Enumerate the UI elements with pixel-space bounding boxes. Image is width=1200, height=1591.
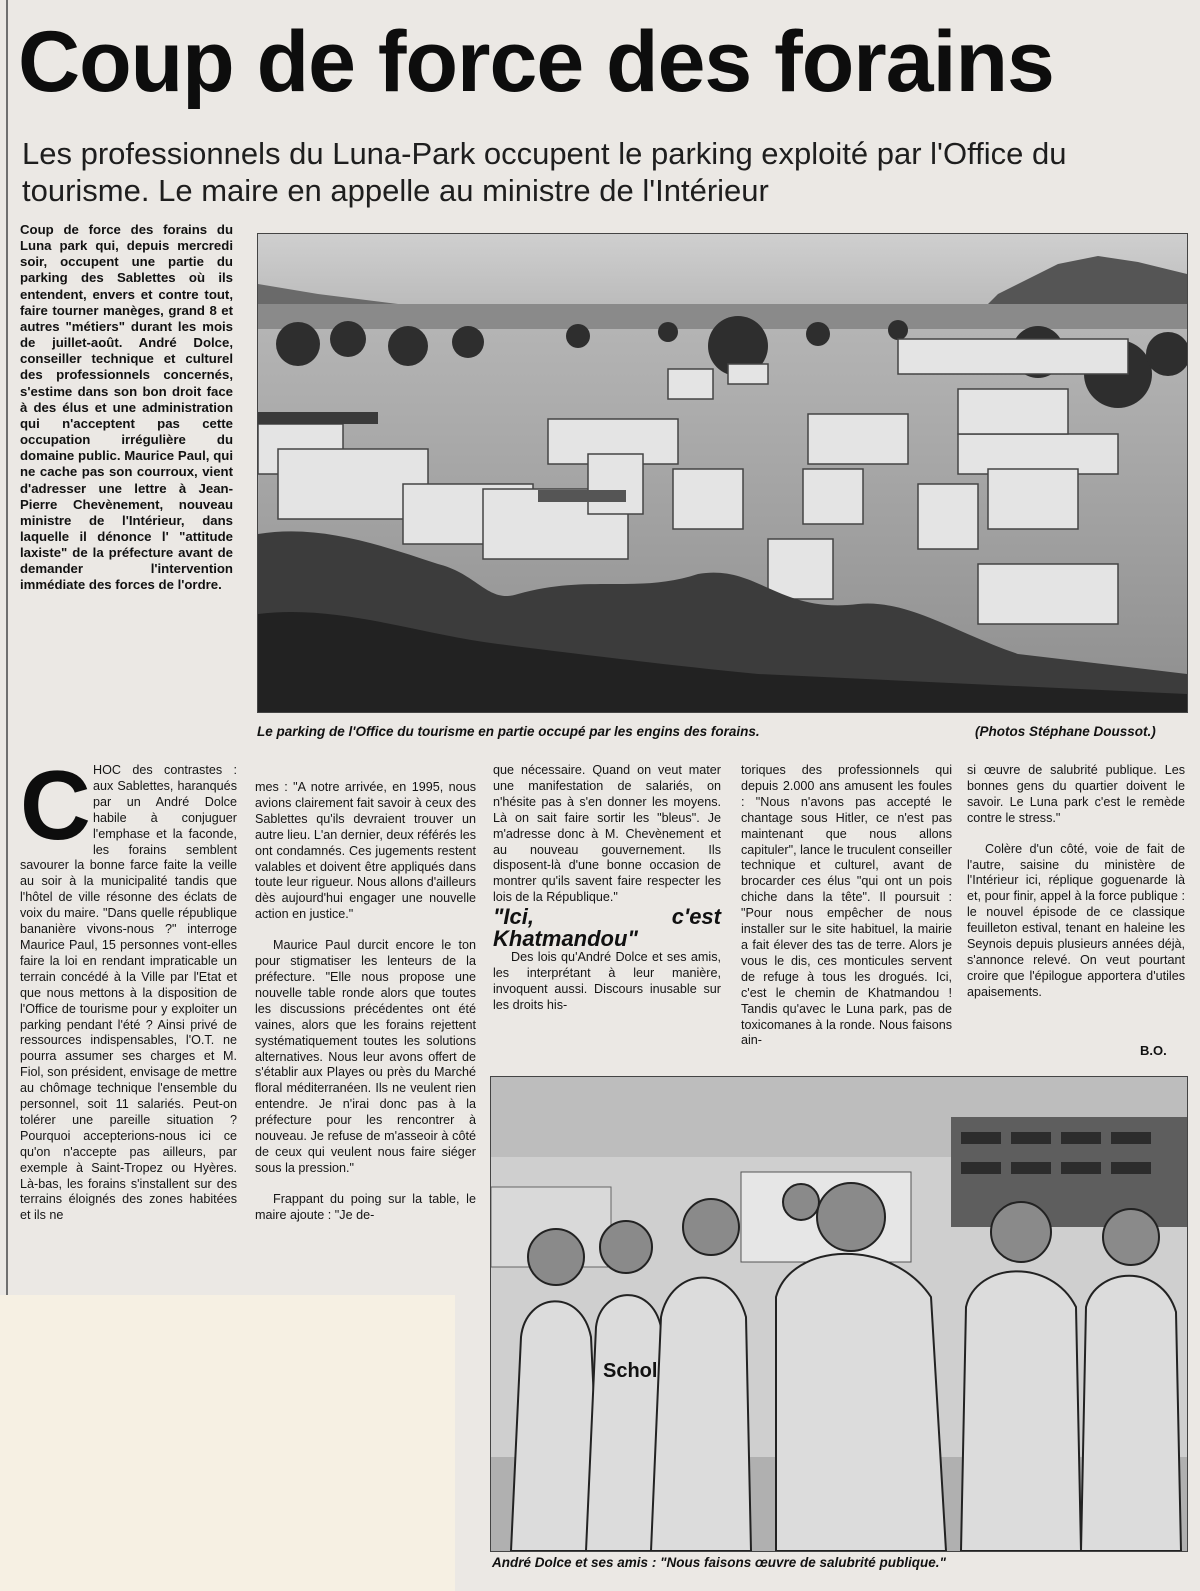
shirt-lettering: Schol: [603, 1360, 658, 1382]
photo-credit: (Photos Stéphane Doussot.): [975, 724, 1156, 739]
body-column-3: [493, 763, 721, 1014]
group-photo: [490, 1076, 1188, 1552]
lead-paragraph: Coup de force des forains du Luna park qui, depuis mercredi soir, occupent une partie du parking des Sablettes où ils entendent, envers et contre tout, faire tourner manèges, grand 8 et autres "métiers" durant les mois de juillet-août. André Dolce, conseiller technique et culturel des professionnels concernés, s'estime dans son bon droit face à des élus et une administration qui n'acceptent pas cette occupation irrégulière du domaine public. Maurice Paul, qui ne cache pas son courroux, vient d'adresser une lettre à Jean-Pierre Chevènement, nouveau ministre de l'Intérieur, dans laquelle il dénonce l' "attitude laxiste" de la préfecture avant de demander l'intervention immédiate des forces de l'ordre.: [20, 222, 233, 593]
body-column-4: [741, 763, 952, 1049]
subheadline: Les professionnels du Luna-Park occupent le parking exploité par l'Office du tourisme. Le maire en appelle au ministre de l'Intérieur: [22, 136, 1067, 208]
section-subtitle: "Ici, c'est Khatmandou": [493, 904, 721, 952]
drop-cap: C: [20, 763, 91, 860]
body-column-5-paragraph-1: si œuvre de salubrité publique. Les bonnes gens du quartier doivent le savoir. Le Luna park c'est le remède contre le stress.": [967, 763, 1185, 825]
body-column-1-text: HOC des contrastes : aux Sablettes, haranqués par un André Dolce habile à conjuguer l'emphase et la faconde, les forains semblent savourer la bonne farce faite la veille au soir à la municipalité tandis que l'hôtel de ville résonne des éclats de voix du maire. "Dans quelle république bananière vivons-nous ?" interroge Maurice Paul, 15 personnes vont-elles faire la loi en rendant impraticable un terrain concédé à la Ville par l'Etat et que nous mettons à la disposition de l'Office de tourisme pour y exploiter un parking pendant l'été ? Ainsi privé de ressources indispensables, l'O.T. ne pourra assumer ses charges et M. Fiol, son président, envisage de mettre au chômage technique l'ensemble du personnel, soit 11 salariés. Peut-on tolérer une pareille situation ? Pourquoi accepterions-nous ici ce qu'on n'accepte pas ailleurs, par exemple à Saint-Tropez ou Hyères. Là-bas, les forains s'installent sur des terrains éloignés des zones habitées et ils ne: [20, 763, 237, 1223]
blank-paper-area: [0, 1295, 455, 1591]
body-column-3-paragraph-1: que nécessaire. Quand on veut mater une manifestation de salariés, on n'hésite pas à s'en donner les moyens. Là on sait faire sortir les "bleus". Je m'adresse donc à M. Chevènement et au nouveau gouvernement. Ils disposent-là d'une bonne occasion de montrer qu'ils savent faire respecter les lois de la République.": [493, 763, 721, 905]
body-column-5-paragraph-2: Colère d'un côté, voie de fait de l'autre, saisine du ministère de l'Intérieur ici, réplique goguenarde là et, pour finir, appel à la force publique : le nouvel épisode de ce classique feuilleton estival, tenant en haleine les Seynois depuis plusieurs années déjà, s'annonce relevé. On veut pourtant croire que l'épilogue apportera d'utiles apaisements.: [967, 841, 1185, 999]
headline: Coup de force des forains: [18, 14, 1054, 110]
body-column-1: [20, 763, 237, 1278]
parking-photo: [257, 233, 1188, 713]
body-column-2-paragraph-3: Frappant du poing sur la table, le maire ajoute : "Je de-: [255, 1191, 476, 1222]
body-column-5: [967, 763, 1185, 1001]
body-column-4-text: toriques des professionnels qui depuis 2.000 ans amusent les foules : "Nous n'avons pas accepté le chantage sous Hitler, ce n'est pas maintenant que nous allons capituler", lance le truculent conseiller technique et culturel, avant de brocarder ces élus "qui ont un pois chiche dans la tête". Il poursuit : "Pour nous empêcher de nous installer sur le site habituel, la mairie a fait élever des tas de terre. Alors je vous le dis, ces monticules servent de refuge à tous les drogués. Ici, c'est le chemin de Khatmandou ! Tandis qu'avec le Luna park, pas de toxicomanes à la ronde. Nous faisons ain-: [741, 763, 952, 1048]
author-signature: B.O.: [1140, 1043, 1167, 1058]
body-column-2-paragraph-2: Maurice Paul durcit encore le ton pour stigmatiser les lenteurs de la préfecture. "Elle nous propose une nouvelle table ronde alors que toutes les discussions précédentes ont été vaines, alors que les forains rejettent systématiquement toutes les solutions alternatives. Nous leur avons offert de s'établir aux Playes ou près du Marché floral méditerranéen. Ils ne veulent rien entendre. Je n'irai donc pas à la préfecture pour les rencontrer à nouveau. Je refuse de m'asseoir à côté de ceux qui veulent nous faire siéger sous la pression.": [255, 938, 476, 1175]
group-photo-caption: André Dolce et ses amis : "Nous faisons œuvre de salubrité publique.": [492, 1555, 946, 1570]
body-column-3-paragraph-2: Des lois qu'André Dolce et ses amis, les interprétant à leur manière, invoquent aussi. Discours inusable sur les droits his-: [493, 950, 721, 1012]
clipping-edge-rule: [6, 0, 8, 1295]
body-column-2-paragraph-1: mes : "A notre arrivée, en 1995, nous avions clairement fait savoir à ceux des Sablettes qu'ils devraient trouver un autre lieu. L'an dernier, deux référés les ont condamnés. Ces jugements restent valables et doivent être appliqués dans toute leur rigueur. Nous allons d'ailleurs dès aujourd'hui engager une nouvelle action en justice.": [255, 780, 476, 922]
parking-photo-caption: Le parking de l'Office du tourisme en partie occupé par les engins des forains.: [257, 724, 760, 739]
body-column-2: [255, 780, 476, 1278]
